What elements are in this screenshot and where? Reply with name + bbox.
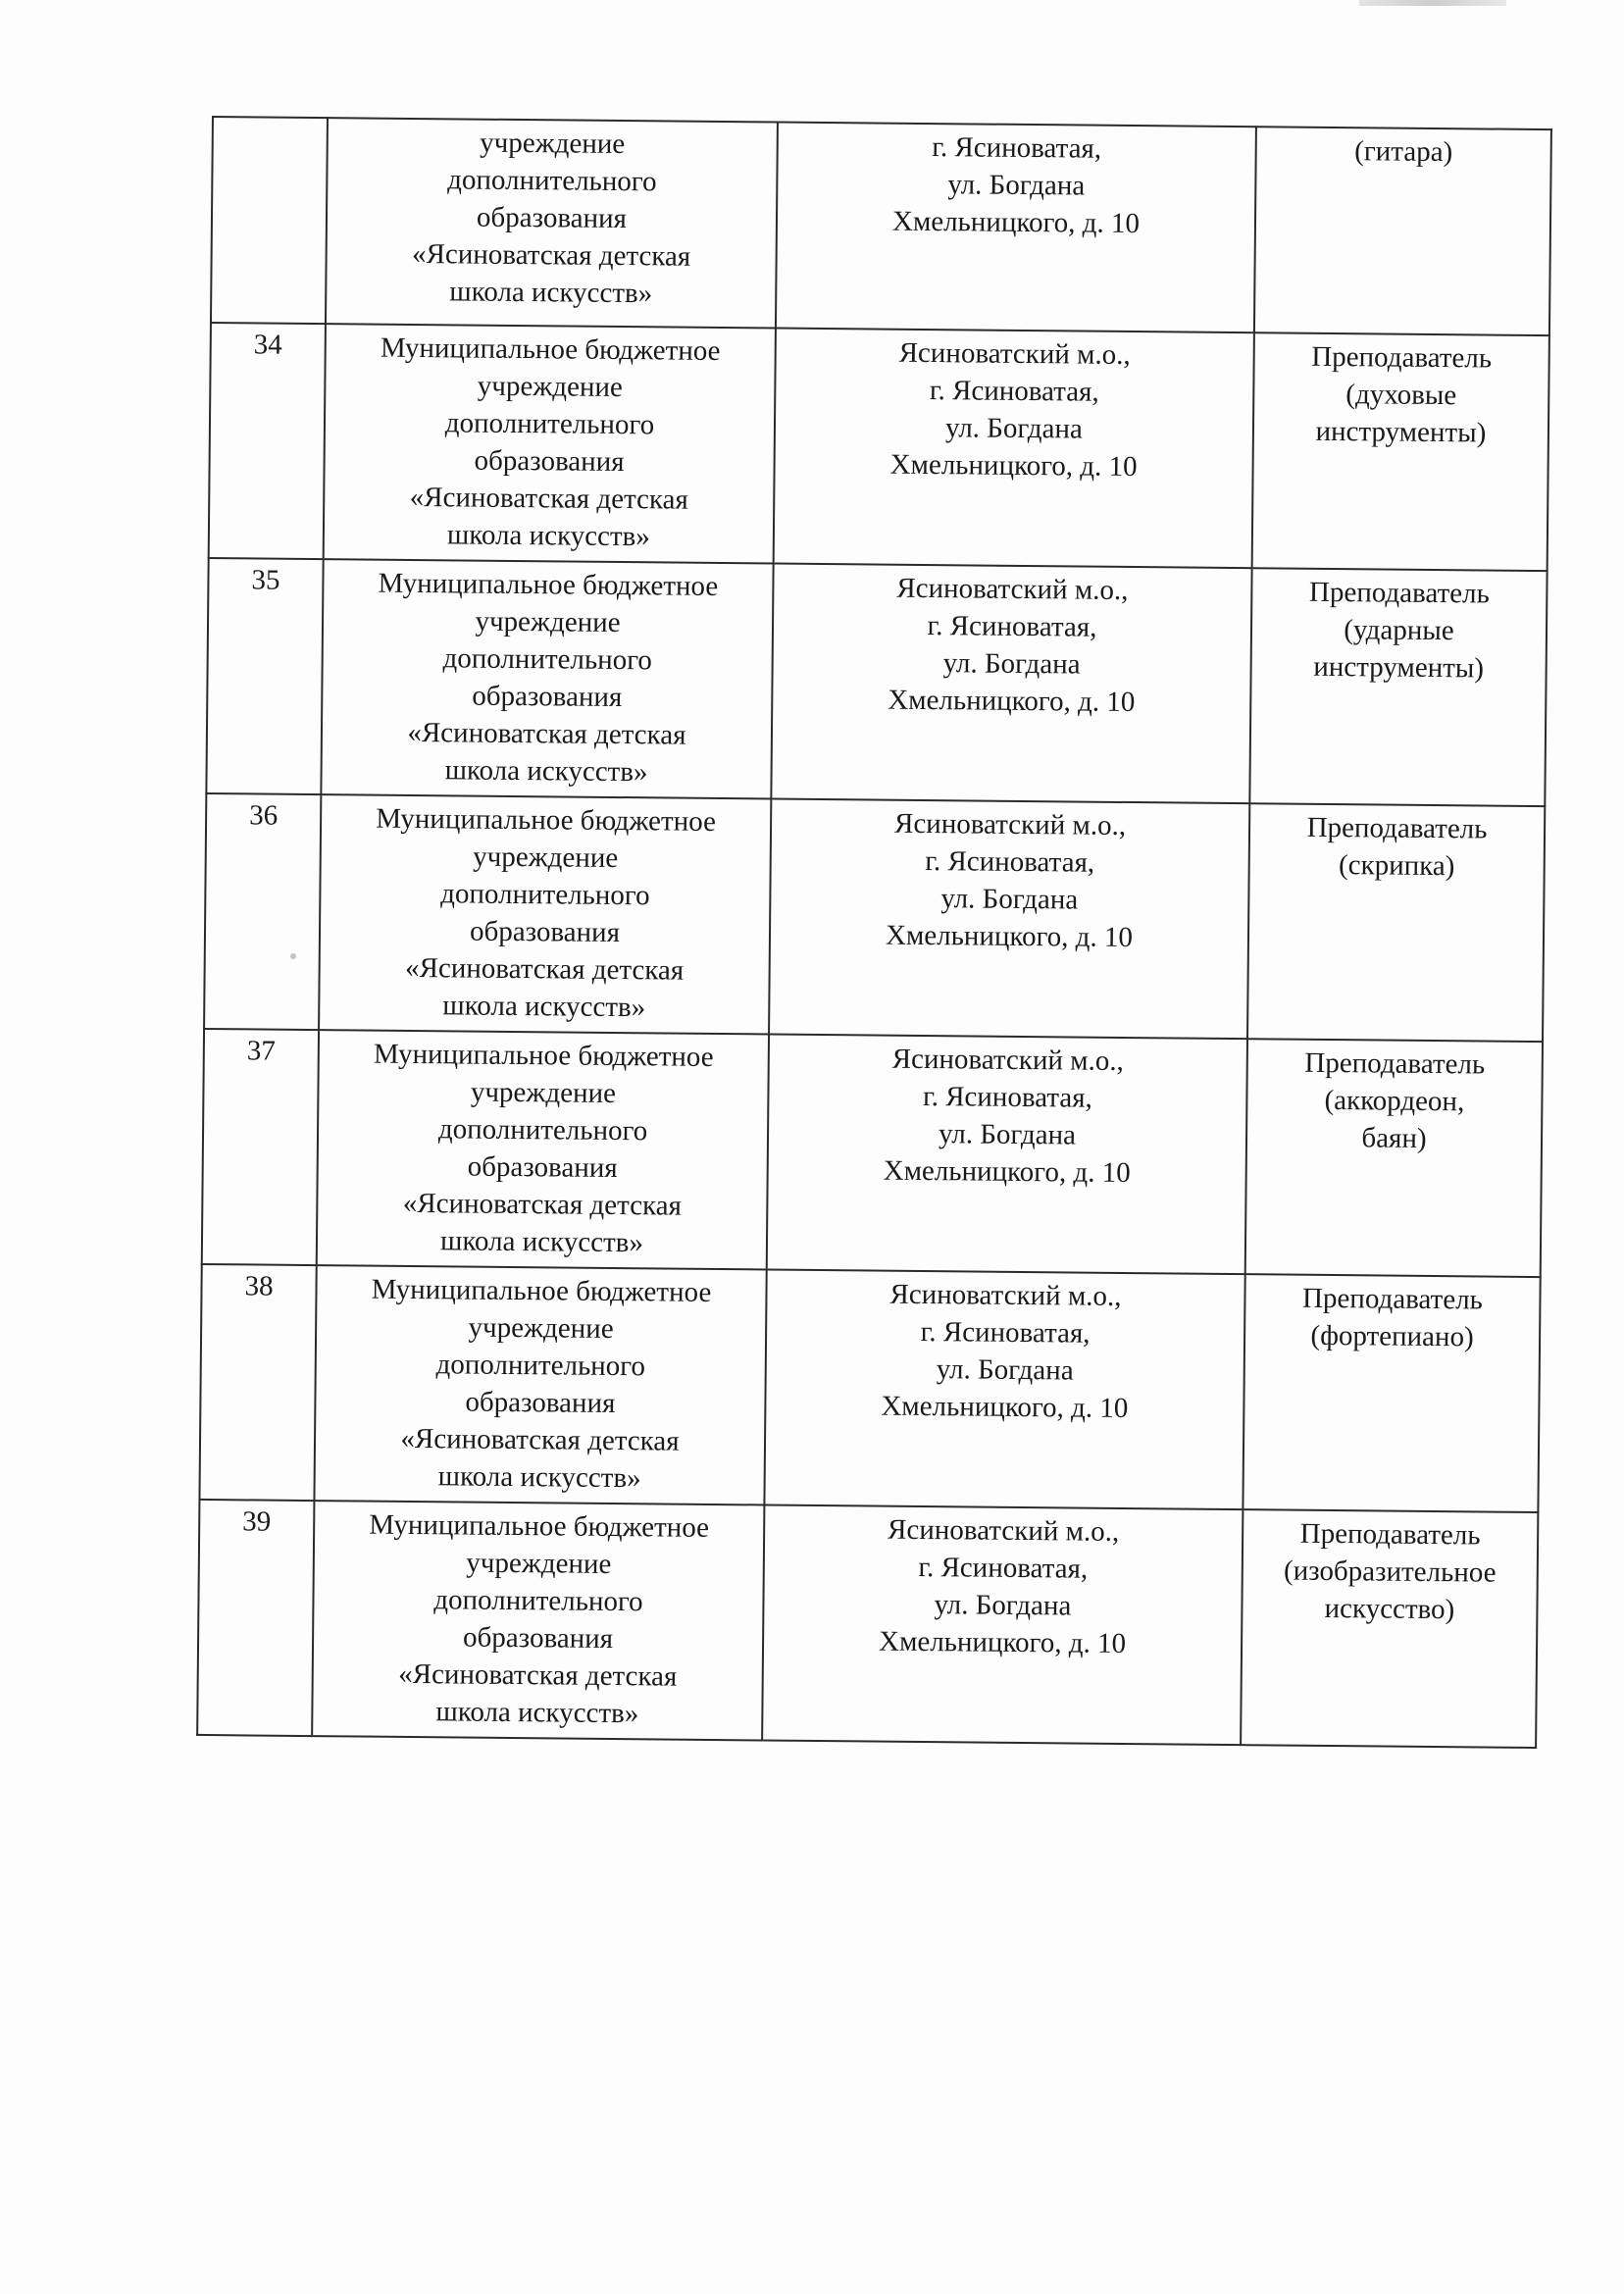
position-line: (духовые <box>1345 379 1457 412</box>
address-line: г. Ясиноватая, <box>920 1315 1091 1350</box>
organization-line: образования <box>474 444 625 479</box>
table-row <box>197 1500 1538 1748</box>
position-line: Преподаватель <box>1299 1517 1481 1552</box>
position-line: Преподаватель <box>1308 576 1490 610</box>
address-line: Хмельницкого, д. 10 <box>889 448 1138 484</box>
address-line: ул. Богдана <box>947 169 1086 202</box>
address-line: Ясиноватский м.о., <box>898 336 1131 372</box>
row-number <box>211 117 328 324</box>
position-line: (изобразительное <box>1283 1555 1497 1589</box>
row-number: 36 <box>204 793 321 1030</box>
position-cell <box>1249 568 1547 806</box>
position-line: (скрипка) <box>1338 849 1455 883</box>
organization-line: дополнительного <box>440 878 650 912</box>
organization-line: учреждение <box>470 1076 617 1109</box>
address-line: ул. Богдана <box>944 412 1084 445</box>
organization-line: учреждение <box>473 841 619 875</box>
table-row <box>206 558 1547 806</box>
organization-line: Муниципальное бюджетное <box>369 1508 710 1544</box>
organization-line: «Ясиноватская детская <box>407 716 686 751</box>
organization-line: «Ясиноватская детская <box>411 237 691 273</box>
address-line: Хмельницкого, д. 10 <box>878 1625 1127 1660</box>
organization-line: образования <box>469 915 621 949</box>
organization-line: «Ясиноватская детская <box>409 481 688 516</box>
organization-cell <box>324 324 776 563</box>
organization-cell <box>314 1265 766 1504</box>
address-cell <box>767 1034 1247 1274</box>
position-line: (аккордеон, <box>1324 1084 1465 1118</box>
address-line: ул. Богдана <box>940 883 1079 916</box>
organization-line: образования <box>465 1386 616 1420</box>
address-line: г. Ясиноватая, <box>927 610 1097 643</box>
table-row <box>204 793 1545 1042</box>
position-cell <box>1247 803 1545 1042</box>
address-line: Хмельницкого, д. 10 <box>883 1154 1131 1190</box>
organization-line: «Ясиноватская детская <box>404 951 685 987</box>
organization-line: «Ясиноватская детская <box>398 1657 678 1693</box>
organization-line: Муниципальное бюджетное <box>378 567 719 602</box>
organization-line: учреждение <box>475 605 621 639</box>
vacancy-table <box>196 116 1552 1749</box>
table-row <box>199 1264 1540 1512</box>
position-line: Преподаватель <box>1306 811 1488 845</box>
position-cell <box>1254 127 1551 335</box>
organization-line: школа искусств» <box>444 754 648 789</box>
address-line: г. Ясиноватая, <box>932 131 1102 165</box>
organization-line: учреждение <box>480 127 626 161</box>
organization-line: образования <box>472 680 623 714</box>
position-line: Преподаватель <box>1311 340 1493 375</box>
organization-line: Муниципальное бюджетное <box>380 331 721 367</box>
address-line: ул. Богдана <box>934 1589 1072 1622</box>
address-line: Хмельницкого, д. 10 <box>881 1390 1129 1425</box>
position-line: баян) <box>1361 1122 1427 1154</box>
organization-line: образования <box>476 201 628 235</box>
organization-cell <box>321 559 773 798</box>
organization-line: дополнительного <box>442 642 653 677</box>
organization-cell <box>317 1030 769 1269</box>
position-cell <box>1241 1509 1538 1748</box>
address-line: Хмельницкого, д. 10 <box>888 684 1136 719</box>
position-cell <box>1252 332 1549 571</box>
position-cell <box>1245 1039 1543 1277</box>
table-row <box>202 1029 1543 1277</box>
organization-cell <box>326 118 778 328</box>
address-line: Ясиноватский м.о., <box>887 1513 1120 1548</box>
row-number: 38 <box>199 1264 316 1501</box>
position-line: (фортепиано) <box>1310 1319 1474 1353</box>
row-number: 34 <box>209 323 326 559</box>
organization-line: школа искусств» <box>439 1225 644 1259</box>
vacancy-table-body <box>197 117 1551 1748</box>
organization-line: школа искусств» <box>446 519 650 553</box>
position-line: (гитара) <box>1354 135 1453 169</box>
address-line: г. Ясиноватая, <box>922 1081 1092 1114</box>
organization-line: дополнительного <box>435 1349 646 1383</box>
address-line: ул. Богдана <box>942 647 1081 681</box>
organization-line: учреждение <box>466 1547 612 1580</box>
address-line: Ясиноватский м.о., <box>889 1278 1122 1312</box>
organization-line: Муниципальное бюджетное <box>376 802 717 838</box>
organization-line: Муниципальное бюджетное <box>371 1273 712 1308</box>
address-line: г. Ясиноватая, <box>929 375 1099 408</box>
organization-line: школа искусств» <box>442 990 646 1024</box>
row-number: 37 <box>202 1029 319 1265</box>
address-line: Ясиноватский м.о., <box>896 572 1129 606</box>
position-line: Преподаватель <box>1301 1282 1484 1316</box>
organization-line: образования <box>462 1621 614 1655</box>
scan-artifact <box>1359 0 1506 6</box>
address-line: Хмельницкого, д. 10 <box>891 205 1141 240</box>
address-line: Ясиноватский м.о., <box>893 807 1127 841</box>
position-line: (ударные <box>1344 614 1454 647</box>
table-row <box>211 117 1551 335</box>
organization-line: дополнительного <box>433 1584 643 1618</box>
organization-line: учреждение <box>477 370 624 404</box>
address-line: г. Ясиноватая, <box>925 845 1095 879</box>
organization-line: Муниципальное бюджетное <box>373 1038 714 1073</box>
organization-line: школа искусств» <box>449 276 653 310</box>
organization-line: школа искусств» <box>435 1696 639 1730</box>
address-cell <box>769 799 1249 1040</box>
organization-line: дополнительного <box>447 164 657 198</box>
address-line: Хмельницкого, д. 10 <box>885 919 1134 954</box>
address-line: Ясиноватский м.о., <box>891 1043 1124 1077</box>
position-line: искусство) <box>1324 1592 1455 1626</box>
address-cell <box>764 1269 1244 1509</box>
organization-line: «Ясиноватская детская <box>402 1187 683 1222</box>
organization-cell <box>319 794 771 1034</box>
organization-line: учреждение <box>468 1311 614 1345</box>
row-number: 35 <box>206 558 323 794</box>
address-line: ул. Богдана <box>936 1353 1074 1387</box>
position-cell <box>1243 1274 1540 1512</box>
position-line: инструменты) <box>1315 415 1487 449</box>
address-cell <box>774 329 1254 569</box>
vacancy-table-wrapper <box>196 116 1550 1749</box>
position-line: инструменты) <box>1313 650 1485 685</box>
row-number: 39 <box>197 1500 314 1736</box>
organization-line: образования <box>467 1150 618 1185</box>
organization-cell <box>312 1501 764 1740</box>
address-cell <box>771 564 1251 804</box>
address-cell <box>776 123 1256 333</box>
organization-line: школа искусств» <box>437 1460 641 1495</box>
address-line: ул. Богдана <box>938 1118 1077 1151</box>
organization-line: дополнительного <box>444 407 655 441</box>
organization-line: дополнительного <box>437 1113 648 1147</box>
position-line: Преподаватель <box>1304 1046 1486 1081</box>
organization-line: «Ясиноватская детская <box>400 1422 680 1457</box>
table-row <box>209 323 1549 571</box>
address-cell <box>762 1504 1243 1745</box>
address-line: г. Ясиноватая, <box>918 1551 1089 1585</box>
